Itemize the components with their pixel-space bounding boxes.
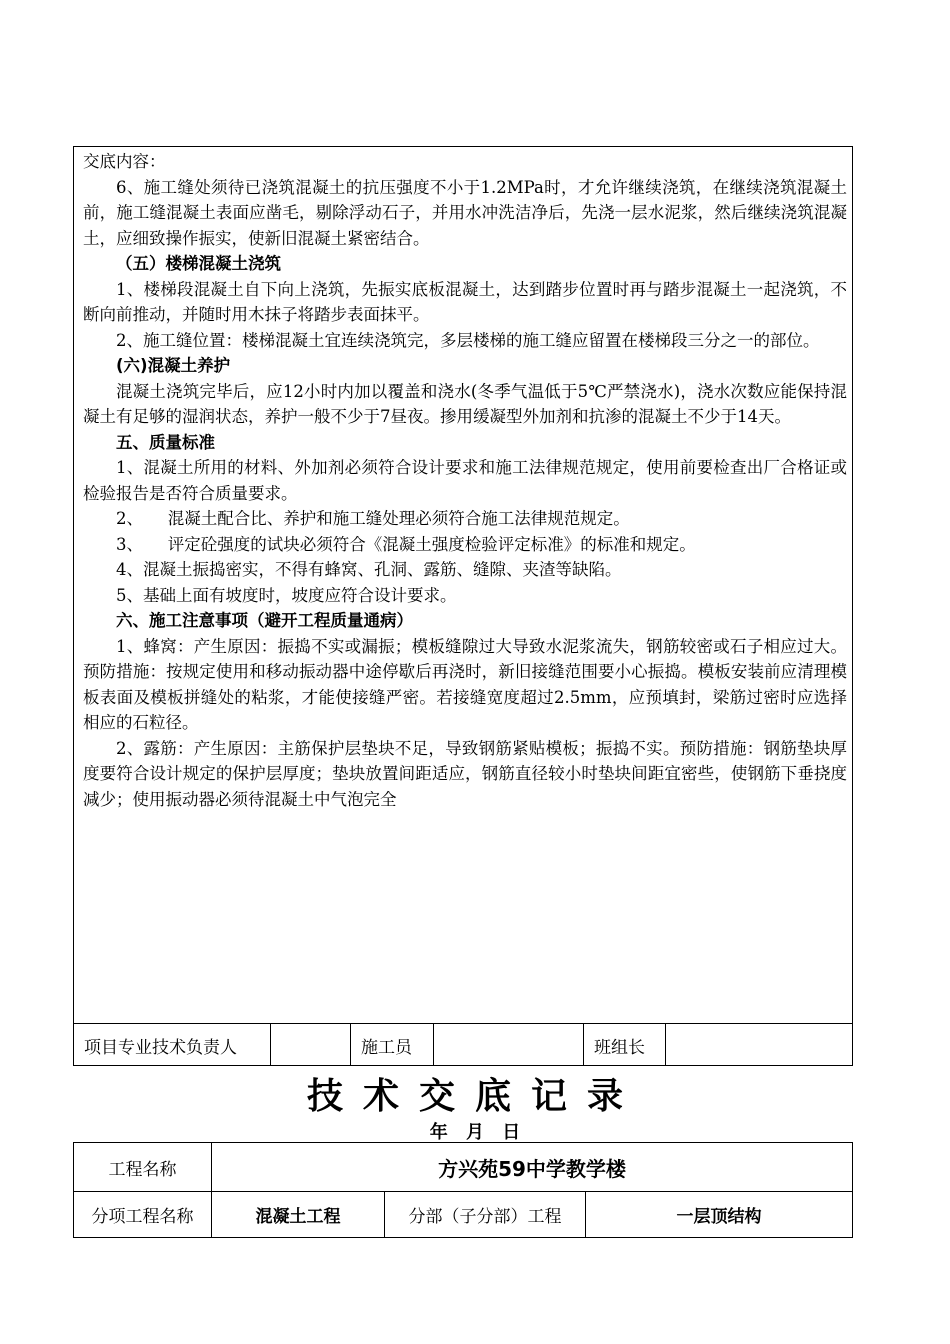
worker-signature-field[interactable] — [434, 1024, 584, 1066]
division-value: 一层顶结构 — [586, 1192, 853, 1238]
disclosure-box — [73, 146, 853, 1066]
foreman-label: 班组长 — [584, 1024, 666, 1066]
project-info-table — [73, 1142, 853, 1238]
worker-label: 施工员 — [351, 1024, 434, 1066]
subitem-label: 分项工程名称 — [74, 1192, 212, 1238]
heading-quality-standard: 五、质量标准 — [116, 432, 215, 452]
para-stair-1: 1、楼梯段混凝土自下向上浇筑，先振实底板混凝土，达到踏步位置时再与踏步混凝土一起浇筑，不断向前推动，并随时用木抹子将踏步表面抹平。 — [83, 279, 847, 324]
subitem-value: 混凝土工程 — [212, 1192, 385, 1238]
disclosure-content — [83, 149, 847, 812]
heading-precautions: 六、施工注意事项（避开工程质量通病） — [116, 611, 413, 630]
para-exposed-rebar: 2、露筋：产生原因：主筋保护层垫块不足，导致钢筋紧贴模板；振捣不实。预防措施：钢筋垫块厚度要符合设计规定的保护层厚度；垫块放置间距适应，钢筋直径较小时垫块间距宜密些，使钢筋下垂挠度减少；使用振动器必须待混凝土中气泡完全 — [83, 738, 847, 809]
record-date: 年 月 日 — [429, 1122, 521, 1143]
para-honeycomb: 1、蜂窝：产生原因：振捣不实或漏振；模板缝隙过大导致水泥浆流失，钢筋较密或石子相应过大。预防措施：按规定使用和移动振动器中途停歇后再浇时，新旧接缝范围要小心振捣。模板安装前应清理模板表面及模板拼缝处的粘浆，才能使接缝严密。若接缝宽度超过2.5mm，应预填封，梁筋过密时应选择相应的石粒径。 — [83, 636, 847, 732]
record-title: 技术交底记录 — [306, 1076, 643, 1117]
para-construction-joint: 6、施工缝处须待已浇筑混凝土的抗压强度不小于1.2MPa时，才允许继续浇筑，在继续浇筑混凝土前，施工缝混凝土表面应凿毛，剔除浮动石子，并用水冲洗洁净后，先浇一层水泥浆，然后继续浇筑混凝土，应细致操作振实，使新旧混凝土紧密结合。 — [83, 177, 847, 248]
foreman-signature-field[interactable] — [666, 1024, 852, 1066]
heading-stair-pouring: （五）楼梯混凝土浇筑 — [116, 254, 281, 273]
heading-curing: (六)混凝土养护 — [116, 356, 231, 375]
tech-lead-signature-field[interactable] — [271, 1024, 351, 1066]
para-quality-2: 2、 混凝土配合比、养护和施工缝处理必须符合施工法律规范规定。 — [116, 509, 630, 528]
disclosure-header: 交底内容： — [83, 152, 166, 171]
para-quality-1: 1、混凝土所用的材料、外加剂必须符合设计要求和施工法律规范规定，使用前要检查出厂合格证或检验报告是否符合质量要求。 — [83, 458, 847, 503]
para-stair-2: 2、施工缝位置：楼梯混凝土宜连续浇筑完，多层楼梯的施工缝应留置在楼梯段三分之一的部位。 — [116, 330, 820, 350]
division-label: 分部（子分部）工程 — [385, 1192, 586, 1238]
project-row — [74, 1143, 853, 1192]
para-quality-4: 4、混凝土振捣密实，不得有蜂窝、孔洞、露筋、缝隙、夹渣等缺陷。 — [116, 560, 622, 579]
para-curing: 混凝土浇筑完毕后，应12小时内加以覆盖和浇水(冬季气温低于5℃严禁浇水)，浇水次数应能保持混凝土有足够的湿润状态，养护一般不少于7昼夜。掺用缓凝型外加剂和抗渗的混凝土不少于14天。 — [83, 381, 847, 426]
project-name-value: 方兴苑59中学教学楼 — [212, 1143, 853, 1192]
signature-row — [74, 1023, 852, 1066]
para-quality-5: 5、基础上面有坡度时，坡度应符合设计要求。 — [116, 585, 457, 605]
tech-lead-label: 项目专业技术负责人 — [74, 1024, 271, 1066]
project-name-label: 工程名称 — [74, 1143, 212, 1192]
para-quality-3: 3、 评定砼强度的试块必须符合《混凝土强度检验评定标准》的标准和规定。 — [116, 534, 696, 554]
subitem-row — [74, 1192, 853, 1238]
